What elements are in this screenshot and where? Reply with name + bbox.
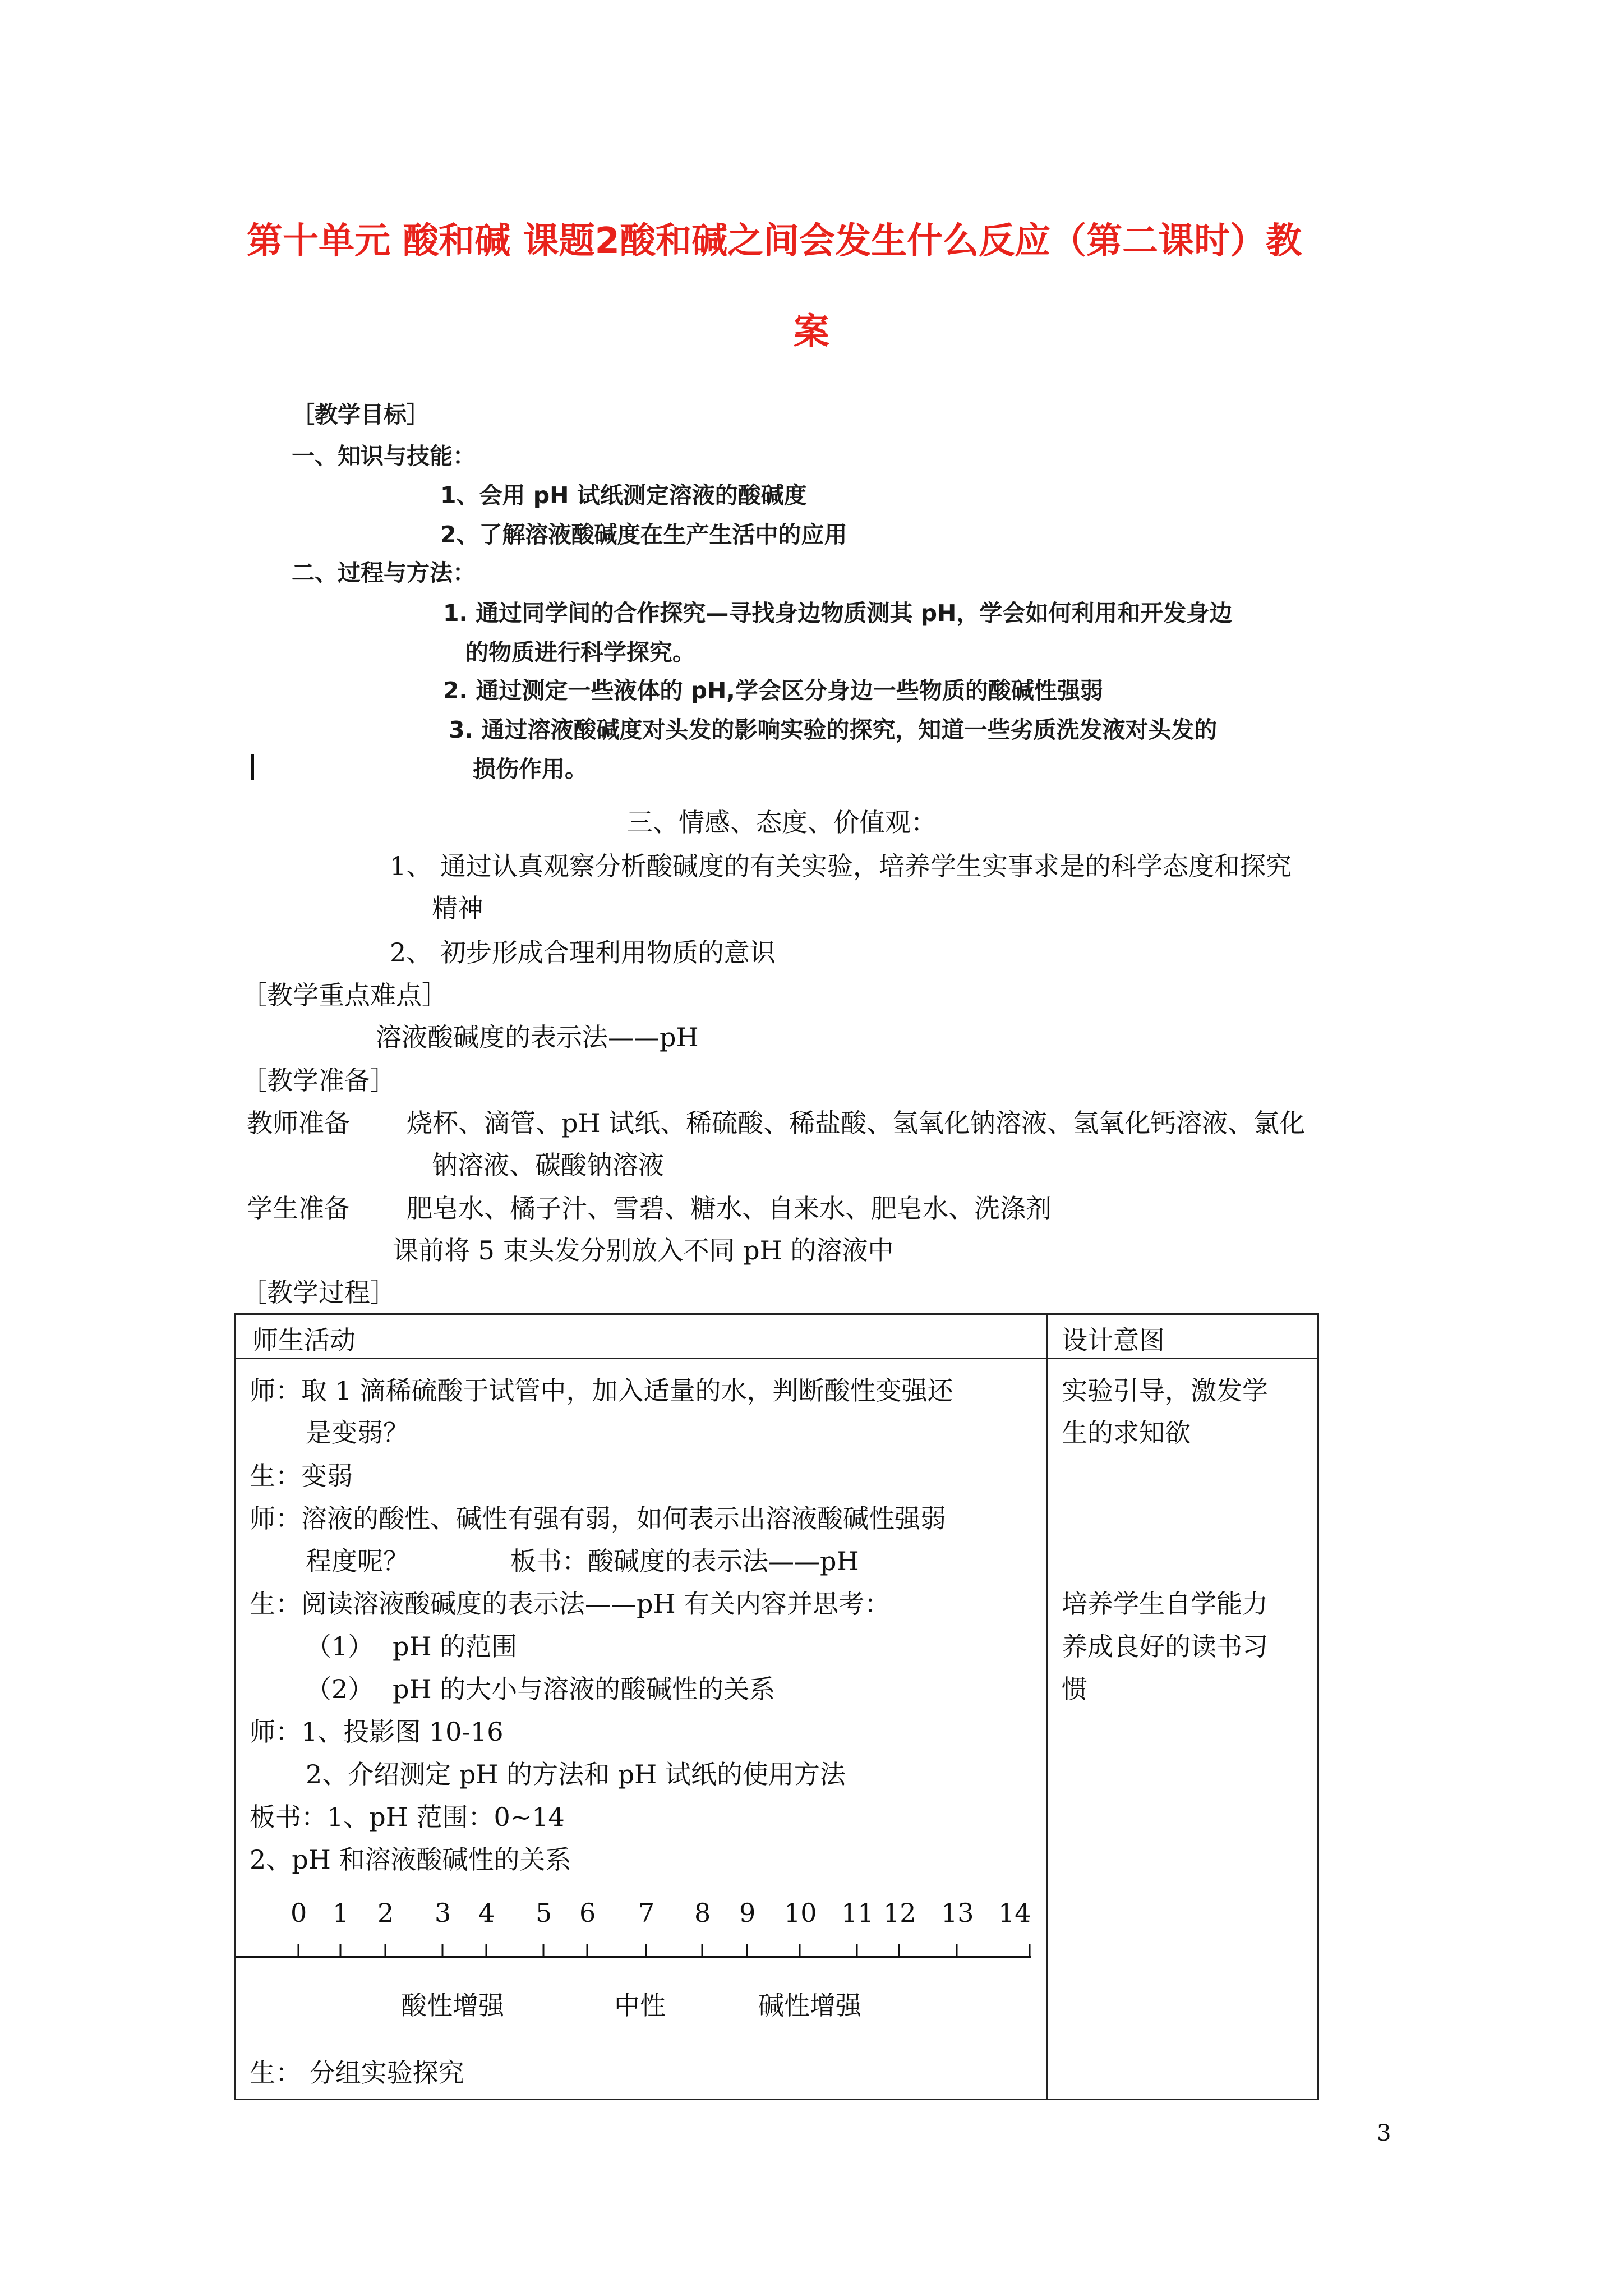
process-item-2: 2. 通过测定一些液体的 pH,学会区分身边一些物质的酸碱性强弱 — [443, 677, 1103, 704]
intent-2-line-2: 养成良好的读书习 — [1062, 1631, 1268, 1662]
knowledge-item-1: 1、会用 pH 试纸测定溶液的酸碱度 — [440, 482, 807, 509]
activity-line-13: 2、介绍测定 pH 的方法和 pH 试纸的使用方法 — [306, 1759, 846, 1789]
key-points-content: 溶液酸碱度的表示法——pH — [376, 1022, 699, 1052]
ph-tick-label-2: 2 — [377, 1898, 394, 1928]
process-heading: 二、过程与方法： — [292, 559, 476, 586]
ph-tick-label-5: 5 — [536, 1898, 552, 1928]
key-points-heading: ［教学重点难点］ — [241, 980, 448, 1010]
preparation-heading: ［教学准备］ — [241, 1065, 396, 1096]
document-title-line1: 第十单元 酸和碱 课题2酸和碱之间会发生什么反应（第二课时）教 — [247, 220, 1302, 262]
teacher-prep-line-b: 钠溶液、碳酸钠溶液 — [432, 1150, 664, 1180]
activity-line-4: 师：溶液的酸性、碱性有强有弱，如何表示出溶液酸碱性强弱 — [250, 1503, 946, 1534]
table-header-intent — [1047, 1314, 1318, 1359]
document-title-line2: 案 — [794, 311, 829, 353]
margin-bar — [251, 754, 254, 780]
teacher-prep-label: 教师准备 — [247, 1108, 350, 1138]
activity-line-7: 生：阅读溶液酸碱度的表示法——pH 有关内容并思考： — [250, 1589, 891, 1619]
attitude-item-1a: 1、 通过认真观察分析酸碱度的有关实验，培养学生实事求是的科学态度和探究 — [390, 851, 1292, 881]
ph-tick-label-8: 8 — [694, 1898, 711, 1928]
process-item-1a: 1. 通过同学间的合作探究—寻找身边物质测其 pH，学会如何利用和开发身边 — [443, 600, 1233, 627]
activity-line-15: 2、pH 和溶液酸碱性的关系 — [250, 1844, 571, 1875]
process-item-3b: 损伤作用。 — [473, 756, 588, 783]
ph-tick-label-4: 4 — [478, 1898, 495, 1928]
intent-1-line-2: 生的求知欲 — [1062, 1418, 1191, 1448]
ph-tick-label-14: 14 — [998, 1898, 1031, 1928]
student-prep-line-a: 肥皂水、橘子汁、雪碧、糖水、自来水、肥皂水、洗涤剂 — [407, 1193, 1052, 1223]
attitude-item-2: 2、 初步形成合理利用物质的意识 — [390, 937, 776, 968]
ph-tick-label-13: 13 — [941, 1898, 974, 1928]
ph-tick-label-11: 11 — [841, 1898, 874, 1928]
ph-tick-label-6: 6 — [579, 1898, 596, 1928]
ph-tick-label-3: 3 — [435, 1898, 451, 1928]
ph-neutral-label: 中性 — [614, 1990, 666, 2021]
teacher-prep-line-a: 烧杯、滴管、pH 试纸、稀硫酸、稀盐酸、氢氧化钠溶液、氢氧化钙溶液、氯化 — [407, 1108, 1306, 1138]
process-item-3a: 3. 通过溶液酸碱度对头发的影响实验的探究，知道一些劣质洗发液对头发的 — [449, 716, 1218, 743]
ph-tick-label-7: 7 — [638, 1898, 655, 1928]
ph-tick-label-1: 1 — [333, 1898, 349, 1928]
activity-line-16: 生： 分组实验探究 — [250, 2058, 464, 2088]
activity-line-12: 师：1、投影图 10-16 — [250, 1717, 504, 1747]
intent-cell — [1047, 1359, 1318, 2100]
activity-cell — [235, 1359, 1047, 2100]
knowledge-heading: 一、知识与技能： — [292, 443, 476, 470]
activity-line-3: 生：变弱 — [250, 1461, 353, 1491]
col-header-activity: 师生活动 — [252, 1325, 356, 1355]
process-table — [234, 1313, 1319, 2100]
activity-line-9: pH 的范围 — [393, 1631, 518, 1662]
activity-line-8: （1） — [306, 1631, 374, 1662]
intent-2-line-3: 惯 — [1062, 1674, 1087, 1704]
ph-scale — [236, 1898, 1046, 2027]
activity-line-14: 板书：1、pH 范围：0~14 — [250, 1802, 565, 1832]
ph-scale-axis — [236, 1936, 1046, 1970]
attitude-item-1b: 精神 — [432, 893, 483, 923]
activity-line-1: 师：取 1 滴稀硫酸于试管中，加入适量的水，判断酸性变强还 — [250, 1375, 953, 1406]
table-header-activity — [235, 1314, 1047, 1359]
ph-tick-label-10: 10 — [784, 1898, 817, 1928]
student-prep-label: 学生准备 — [247, 1193, 350, 1223]
intent-1-line-1: 实验引导，激发学 — [1062, 1375, 1268, 1406]
ph-tick-label-9: 9 — [739, 1898, 756, 1928]
ph-base-label: 碱性增强 — [758, 1990, 861, 2021]
objectives-heading: ［教学目标］ — [292, 401, 430, 428]
activity-line-11: pH 的大小与溶液的酸碱性的关系 — [393, 1674, 776, 1704]
intent-2-line-1: 培养学生自学能力 — [1062, 1589, 1268, 1619]
knowledge-item-2: 2、了解溶液酸碱度在生产生活中的应用 — [440, 521, 847, 548]
attitude-heading: 三、情感、态度、价值观： — [627, 807, 937, 838]
page-number: 3 — [1377, 2120, 1391, 2146]
process-item-1b: 的物质进行科学探究。 — [465, 639, 695, 666]
col-header-intent: 设计意图 — [1062, 1325, 1165, 1355]
ph-tick-label-0: 0 — [291, 1898, 307, 1928]
activity-line-6: 板书：酸碱度的表示法——pH — [510, 1546, 859, 1576]
ph-tick-label-12: 12 — [883, 1898, 916, 1928]
activity-line-2: 是变弱？ — [306, 1418, 409, 1448]
student-prep-line-b: 课前将 5 束头发分别放入不同 pH 的溶液中 — [393, 1235, 894, 1266]
process-section-heading: ［教学过程］ — [241, 1277, 396, 1308]
activity-line-5: 程度呢？ — [306, 1546, 409, 1576]
ph-acid-label: 酸性增强 — [401, 1990, 504, 2021]
activity-line-10: （2） — [306, 1674, 374, 1704]
